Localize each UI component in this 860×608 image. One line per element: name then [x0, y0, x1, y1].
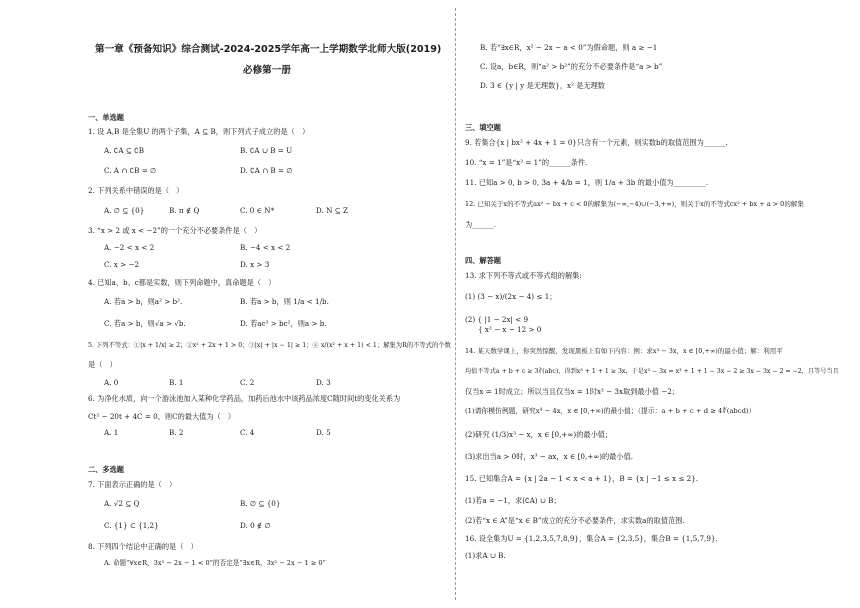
q6-option-b: B. 2 — [169, 428, 184, 437]
q8-option-c: C. 设a，b∈R，则“a² > b²”的充分不必要条件是“a > b” — [480, 62, 663, 71]
question-12: 12. 已知关于x的不等式ax² − bx + c < 0的解集为(−∞,−4)∪(−3,+∞)，则关于x的不等式cx² + bx + a > 0的解集 — [465, 200, 804, 208]
q7-option-d: D. 0 ∉ ∅ — [240, 521, 271, 530]
q8-option-b: B. 若“∃x∈R，x² − 2x − a < 0”为假命题，则 a ≥ −1 — [480, 43, 658, 52]
q6-option-c: C. 4 — [240, 428, 255, 437]
q3-option-a: A. −2 < x < 2 — [104, 243, 155, 252]
question-14-part3: (3)求出当a > 0时，x³ − ax，x ∈ [0,+∞)的最小值. — [465, 452, 634, 461]
question-14-line3: 仅当x = 1时成立；所以当且仅当x = 1时x³ − 3x取到最小值 −2； — [465, 387, 680, 396]
question-15: 15. 已知集合A = {x | 2a − 1 < x < a + 1}，B = {x | −1 ≤ x ≤ 2}. — [465, 474, 699, 483]
question-3: 3. “x > 2 或 x < −2”的一个充分不必要条件是（ ） — [88, 226, 262, 235]
q7-option-c: C. {1} ⊂ {1,2} — [104, 521, 159, 530]
q4-option-b: B. 若a > b，则 1/a < 1/b. — [240, 297, 329, 306]
question-7: 7. 下面表示正确的是（ ） — [88, 480, 177, 489]
q8-option-d: D. 3 ∈ {y | y 是无理数}，x² 是无理数 — [480, 81, 605, 90]
q1-option-b: B. ∁A ∪ B = U — [240, 146, 293, 155]
q1-option-c: C. A ∩ ∁B = ∅ — [104, 166, 157, 175]
q8-option-a: A. 命题“∀x∈R，3x² − 2x − 1 < 0”的否定是“∃x∈R，3x² − 2x − 1 ≥ 0” — [104, 559, 326, 567]
question-16: 16. 设全集为U = {1,2,3,5,7,8,9}，集合A = {2,3,5}，集合B = {1,5,7,9}. — [465, 534, 718, 543]
question-15-part2: (2)若“x ∈ A”是“x ∈ B”成立的充分不必要条件，求实数a的取值范围. — [465, 516, 685, 525]
section-multi-choice: 二、多选题 — [88, 465, 124, 474]
question-14: 14. 某天数学课上，你突然惊醒，发现黑板上有如下内容：例：求x³ − 3x，x ∈ [0,+∞)的最小值；解：利用平 — [465, 347, 783, 355]
question-9: 9. 若集合{x | bx² + 4x + 1 = 0}只含有一个元素，则实数b的取值范围为______. — [465, 138, 728, 147]
question-5-cont: 是（ ） — [88, 360, 117, 369]
q4-option-c: C. 若a > b，则√a > √b. — [104, 319, 186, 328]
exam-title-line1: 第一章《预备知识》综合测试-2024-2025学年高一上学期数学北师大版(2019) — [95, 44, 442, 55]
question-1: 1. 设 A,B 是全集U 的两个子集，A ⊆ B，则下列式子成立的是（ ） — [88, 127, 310, 136]
q1-option-a: A. ∁A ⊆ ∁B — [104, 146, 144, 155]
question-13-part2-line1: (2) { |1 − 2x| < 9 — [465, 315, 529, 324]
question-14-part1: (1)请你模仿例题，研究x⁴ − 4x，x ∈ [0,+∞)的最小值；（提示：a + b + c + d ≥ 4∜(abcd)） — [465, 407, 756, 415]
question-6: 6. 为净化水质，向一个游泳池加入某种化学药品，加药后池水中该药品浓度C随时间t的变化关系为 — [88, 394, 401, 403]
question-13-part2-line2: { x² − x − 12 > 0 — [478, 325, 542, 334]
q7-option-a: A. √2 ⊆ Q — [104, 499, 140, 508]
q5-option-d: D. 3 — [316, 378, 331, 387]
column-divider — [455, 8, 456, 600]
q2-option-b: B. π ∉ Q — [169, 206, 200, 215]
q5-option-a: A. 0 — [104, 378, 119, 387]
question-8: 8. 下列四个结论中正确的是（ ） — [88, 542, 198, 551]
question-14-part2: (2)研究 (1/3)x³ − x，x ∈ [0,+∞)的最小值； — [465, 430, 613, 439]
question-11: 11. 已知a > 0, b > 0, 3a + 4/b = 1，则 1/a + 3b 的最小值为_________. — [465, 178, 709, 187]
q3-option-c: C. x > −2 — [104, 260, 140, 269]
q5-option-b: B. 1 — [169, 378, 184, 387]
q5-option-c: C. 2 — [240, 378, 255, 387]
q6-option-a: A. 1 — [104, 428, 119, 437]
question-16-part1: (1)求A ∪ B. — [465, 551, 506, 560]
q7-option-b: B. ∅ ⊆ {0} — [240, 499, 281, 508]
question-10: 10. “x = 1”是“x² = 1”的______条件. — [465, 158, 588, 167]
q4-option-d: D. 若ac² > bc²，则a > b. — [240, 319, 327, 328]
question-13-part1: (1) (3 − x)/(2x − 4) ≤ 1； — [465, 292, 557, 301]
exam-title-line2: 必修第一册 — [243, 65, 291, 76]
question-6-cont: Ct² − 20t + 4C = 0，则C的最大值为（ ） — [88, 412, 236, 421]
q1-option-d: D. ∁A ∩ B = ∅ — [240, 166, 293, 175]
q6-option-d: D. 5 — [316, 428, 331, 437]
question-5: 5. 下列不等式：①|x + 1/x| ≥ 2；②x² + 2x + 1 > 0；③|x| + |x − 1| ≥ 1；④ x/(x² + x + 1) < 1；解集为R的不等式的个数 — [88, 342, 451, 349]
question-14-line2: 均值不等式a + b + c ≥ 3∛(abc)，得到x³ + 1 + 1 ≥ 3x，于是x³ − 3x = x³ + 1 + 1 − 3x − 2 ≥ 3x − 3x − 2 = −2，且等号当且 — [465, 368, 839, 375]
q2-option-d: D. N ⊆ Z — [316, 206, 348, 215]
q2-option-c: C. 0 ∈ N* — [240, 206, 275, 215]
question-12-cont: 为______. — [465, 220, 497, 229]
section-single-choice: 一、单选题 — [88, 113, 124, 122]
question-15-part1: (1)若a = −1，求(∁A) ∪ B； — [465, 496, 561, 505]
q4-option-a: A. 若a > b，则a² > b². — [104, 297, 183, 306]
q2-option-a: A. ∅ ⊆ {0} — [104, 206, 145, 215]
section-answer: 四、解答题 — [465, 256, 501, 265]
question-4: 4. 已知a、b、c都是实数，则下列命题中，真命题是（ ） — [88, 278, 276, 287]
question-13: 13. 求下列不等式或不等式组的解集: — [465, 271, 582, 280]
section-fill-blank: 三、填空题 — [465, 123, 501, 132]
question-2: 2. 下列关系中错误的是（ ） — [88, 186, 184, 195]
q3-option-b: B. −4 < x < 2 — [240, 243, 291, 252]
q3-option-d: D. x > 3 — [240, 260, 270, 269]
